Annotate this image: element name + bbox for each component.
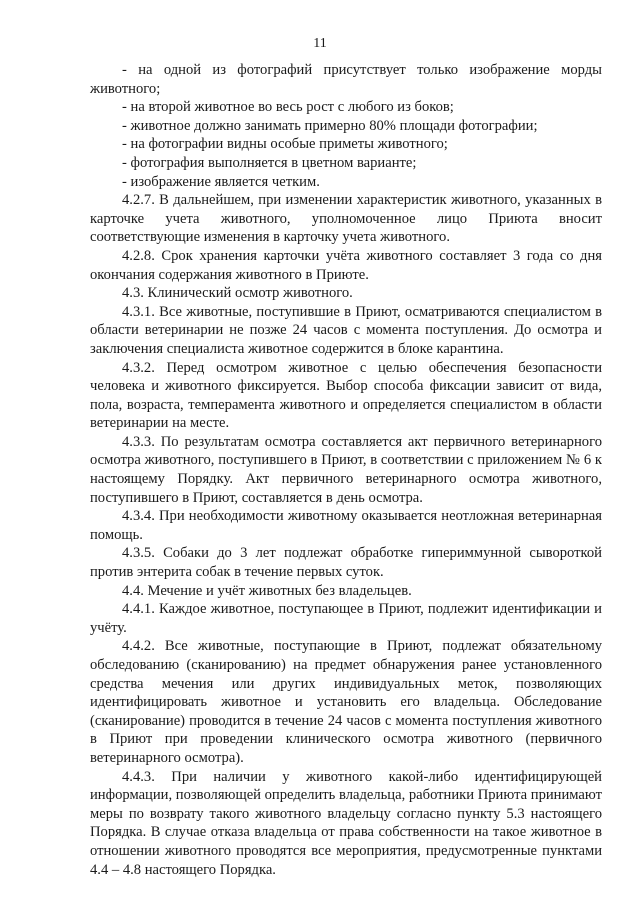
list-item-photo-area: - животное должно занимать примерно 80% площади фотографии;	[122, 117, 538, 134]
paragraph-4-2-8: 4.2.8. Срок хранения карточки учёта животного составляет 3 года со дня окончания содержания животного в Приюте.	[90, 247, 602, 283]
list-item-photo-full-body: - на второй животное во весь рост с любого из боков;	[122, 99, 454, 116]
paragraph-4-2-7: 4.2.7. В дальнейшем, при изменении характеристик животного, указанных в карточке учета животного, уполномоченное лицо Приюта вносит соответствующие изменения в карточку учета животного.	[90, 192, 602, 246]
paragraph-4-3-4: 4.3.4. При необходимости животному оказывается неотложная ветеринарная помощь.	[90, 508, 602, 543]
list-item-photo-features: - на фотографии видны особые приметы животного;	[122, 136, 448, 153]
paragraph-4-4-3: 4.4.3. При наличии у животного какой-либо идентифицирующей информации, позволяющей определить владельца, работники Приюта принимают меры по возврату такого животного владельцу согласно пункту 5.3 настоящего Порядка. В случае отказа владельца от права собственности на такое животное в отношении животного проводятся все мероприятия, предусмотренные пунктами 4.4 – 4.8 настоящего Порядка.	[90, 768, 602, 878]
paragraph-4-3-5: 4.3.5. Собаки до 3 лет подлежат обработке гипериммунной сывороткой против энтерита собак в течение первых суток.	[90, 545, 602, 581]
list-item-photo-muzzle: - на одной из фотографий присутствует только изображение морды животного;	[90, 62, 602, 97]
list-item-photo-clear: - изображение является четким.	[122, 173, 320, 190]
paragraph-4-4-2: 4.4.2. Все животные, поступающие в Приют, подлежат обязательному обследованию (сканированию) на предмет обнаружения ранее установленного средства мечения или других индивидуальных меток, позволяющих идентифицировать животное и установить его владельца. Обследование (сканирование) проводится в течение 24 часов с момента поступления животного в Приют при проведении клинического осмотра животного (первичного ветеринарного осмотра).	[90, 638, 602, 766]
document-body	[90, 61, 602, 879]
section-heading-4-4: 4.4. Мечение и учёт животных без владельцев.	[122, 582, 412, 599]
paragraph-4-3-2: 4.3.2. Перед осмотром животное с целью обеспечения безопасности человека и животного фиксируется. Выбор способа фиксации зависит от вида, пола, возраста, темперамента животного и определяется специалистом в области ветеринарии на месте.	[90, 359, 602, 432]
paragraph-4-4-1: 4.4.1. Каждое животное, поступающее в Приют, подлежит идентификации и учёту.	[90, 601, 602, 636]
paragraph-4-3-3: 4.3.3. По результатам осмотра составляется акт первичного ветеринарного осмотра животного, поступившего в Приют, в соответствии с приложением № 6 к настоящему Порядку. Акт первичного ветеринарного осмотра животного, поступившего в Приют, составляется в день осмотра.	[90, 433, 602, 506]
page-number: 11	[313, 36, 327, 51]
paragraph-4-3-1: 4.3.1. Все животные, поступившие в Приют, осматриваются специалистом в области ветеринарии не позже 24 часов с момента поступления. До осмотра и заключения специалиста животное содержится в блоке карантина.	[90, 303, 602, 357]
section-heading-4-3: 4.3. Клинический осмотр животного.	[122, 285, 353, 302]
list-item-photo-color: - фотография выполняется в цветном варианте;	[122, 154, 417, 171]
